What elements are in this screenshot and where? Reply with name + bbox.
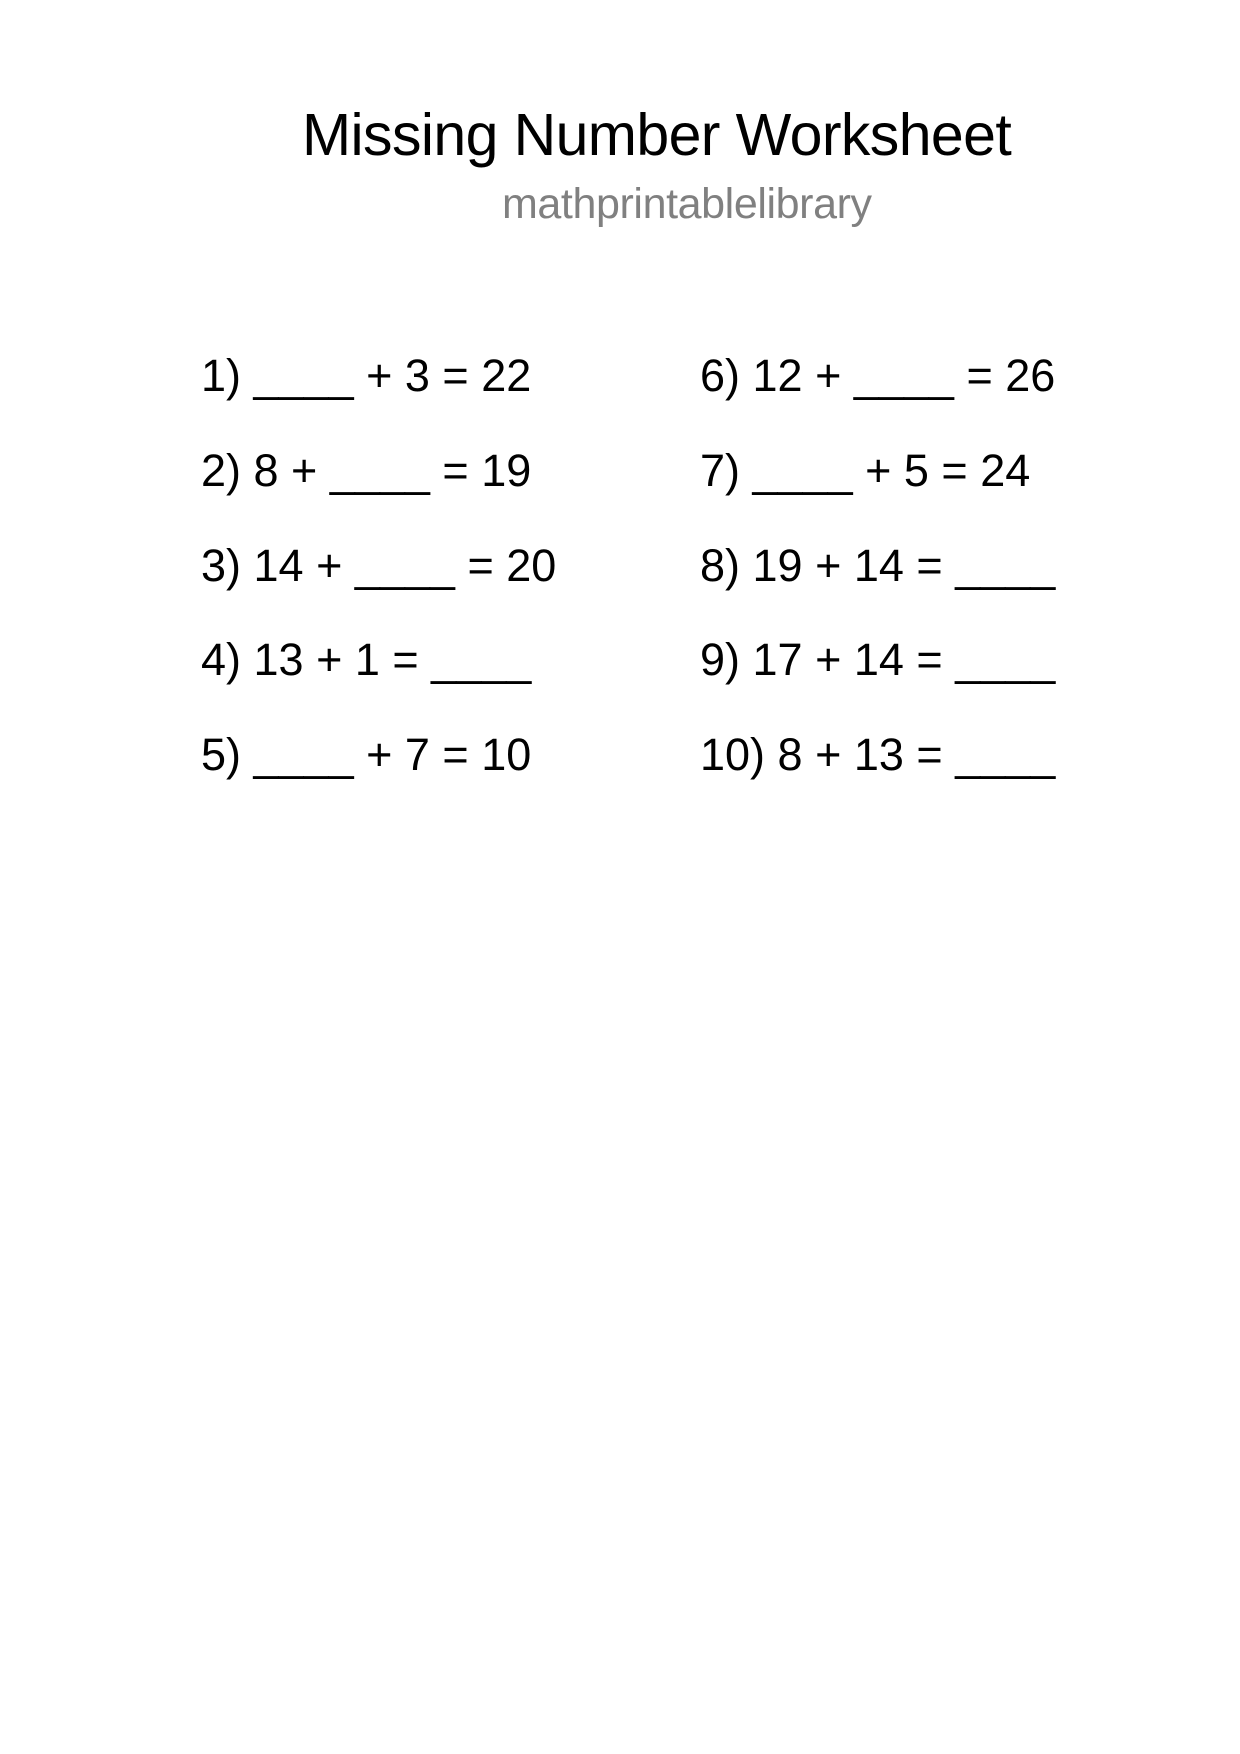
problem-item: 7) ____ + 5 = 24 bbox=[700, 444, 1031, 496]
problem-item: 3) 14 + ____ = 20 bbox=[201, 539, 557, 591]
problem-item: 9) 17 + 14 = ____ bbox=[700, 634, 1056, 686]
problem-column-right bbox=[700, 350, 1055, 824]
problem-item: 6) 12 + ____ = 26 bbox=[700, 350, 1056, 401]
worksheet-subtitle: mathprintablelibrary bbox=[502, 180, 872, 228]
problem-item: 8) 19 + 14 = ____ bbox=[700, 539, 1056, 591]
problem-item: 5) ____ + 7 = 10 bbox=[201, 729, 532, 780]
problem-item: 4) 13 + 1 = ____ bbox=[201, 634, 532, 686]
problem-item: 1) ____ + 3 = 22 bbox=[201, 350, 532, 401]
worksheet-title: Missing Number Worksheet bbox=[302, 102, 1012, 168]
problem-item: 10) 8 + 13 = ____ bbox=[700, 729, 1056, 780]
problem-column-left bbox=[201, 350, 556, 824]
problem-item: 2) 8 + ____ = 19 bbox=[201, 444, 532, 496]
